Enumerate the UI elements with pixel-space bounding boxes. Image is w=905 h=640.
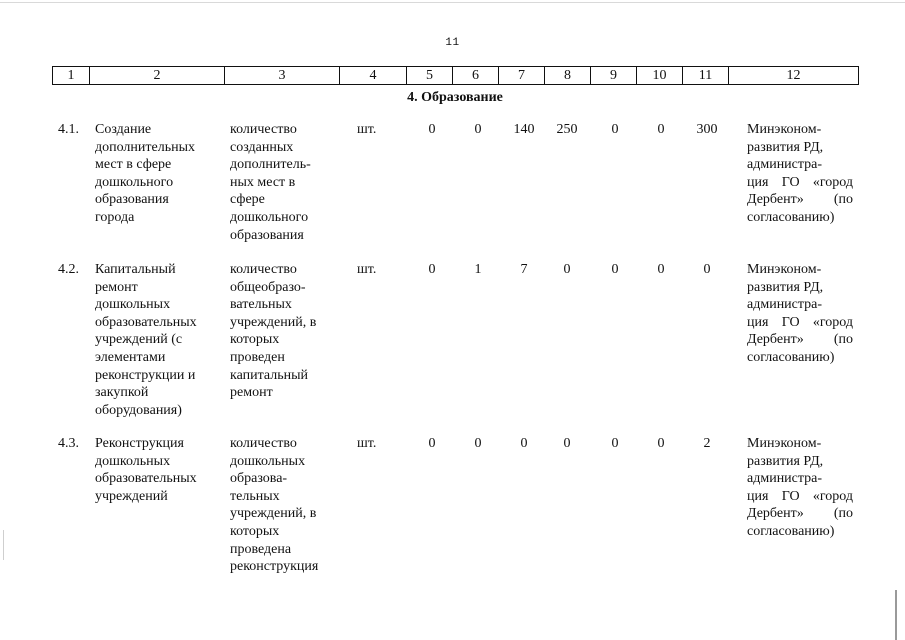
measure-name: Капитальный ремонт дошкольных образовательных учреждений (с элементами реконструкции и закупкой оборудования) — [95, 262, 197, 418]
responsible-party: Минэконом- развития РД, администра- ция ГО «город Дербент» (по согласованию) — [747, 436, 853, 539]
column-header: 11 — [683, 67, 729, 85]
value-cell: 0 — [563, 262, 571, 277]
value-cell: 0 — [657, 122, 665, 137]
column-header: 1 — [53, 67, 90, 85]
unit: шт. — [357, 122, 377, 137]
section-title: 4. Образование — [407, 90, 503, 105]
value-cell: 0 — [428, 122, 436, 137]
value-cell: 0 — [520, 436, 528, 451]
value-cell: 7 — [520, 262, 528, 277]
page-number: 11 — [445, 37, 460, 49]
column-header: 10 — [637, 67, 683, 85]
column-header: 4 — [340, 67, 407, 85]
scan-mark-left — [3, 530, 4, 560]
value-cell: 0 — [428, 262, 436, 277]
unit: шт. — [357, 262, 377, 277]
column-header: 3 — [225, 67, 340, 85]
column-header: 8 — [545, 67, 591, 85]
row-number: 4.2. — [58, 262, 79, 277]
row-number: 4.1. — [58, 122, 79, 137]
column-header-table — [52, 66, 859, 85]
measure-name: Создание дополнительных мест в сфере дошкольного образования города — [95, 122, 196, 225]
column-header: 12 — [729, 67, 859, 85]
column-header: 2 — [90, 67, 225, 85]
value-cell: 0 — [428, 436, 436, 451]
responsible-party: Минэконом- развития РД, администра- ция ГО «город Дербент» (по согласованию) — [747, 122, 853, 225]
indicator-name: количество созданных дополнитель- ных мест в сфере дошкольного образования — [230, 122, 311, 243]
value-cell: 0 — [474, 436, 482, 451]
column-header: 6 — [453, 67, 499, 85]
value-cell: 0 — [611, 262, 619, 277]
value-cell: 1 — [474, 262, 482, 277]
row-number: 4.3. — [58, 436, 79, 451]
column-header: 7 — [499, 67, 545, 85]
indicator-name: количество общеобразо- вательных учреждений, в которых проведен капитальный ремонт — [230, 262, 317, 401]
value-cell: 0 — [611, 436, 619, 451]
responsible-party: Минэконом- развития РД, администра- ция ГО «город Дербент» (по согласованию) — [747, 262, 853, 365]
column-header: 5 — [407, 67, 453, 85]
value-cell: 0 — [611, 122, 619, 137]
value-cell: 140 — [513, 122, 535, 137]
indicator-name: количество дошкольных образова- тельных учреждений, в которых проведена реконструкция — [230, 436, 319, 575]
column-header: 9 — [591, 67, 637, 85]
value-cell: 0 — [657, 262, 665, 277]
column-header-row — [53, 67, 859, 85]
value-cell: 0 — [474, 122, 482, 137]
scan-edge-right — [895, 590, 897, 640]
value-cell: 0 — [563, 436, 571, 451]
value-cell: 250 — [556, 122, 578, 137]
value-cell: 0 — [657, 436, 665, 451]
value-cell: 2 — [703, 436, 711, 451]
measure-name: Реконструкция дошкольных образовательных учреждений — [95, 436, 197, 504]
unit: шт. — [357, 436, 377, 451]
value-cell: 300 — [696, 122, 718, 137]
scan-edge-top — [0, 2, 905, 3]
value-cell: 0 — [703, 262, 711, 277]
